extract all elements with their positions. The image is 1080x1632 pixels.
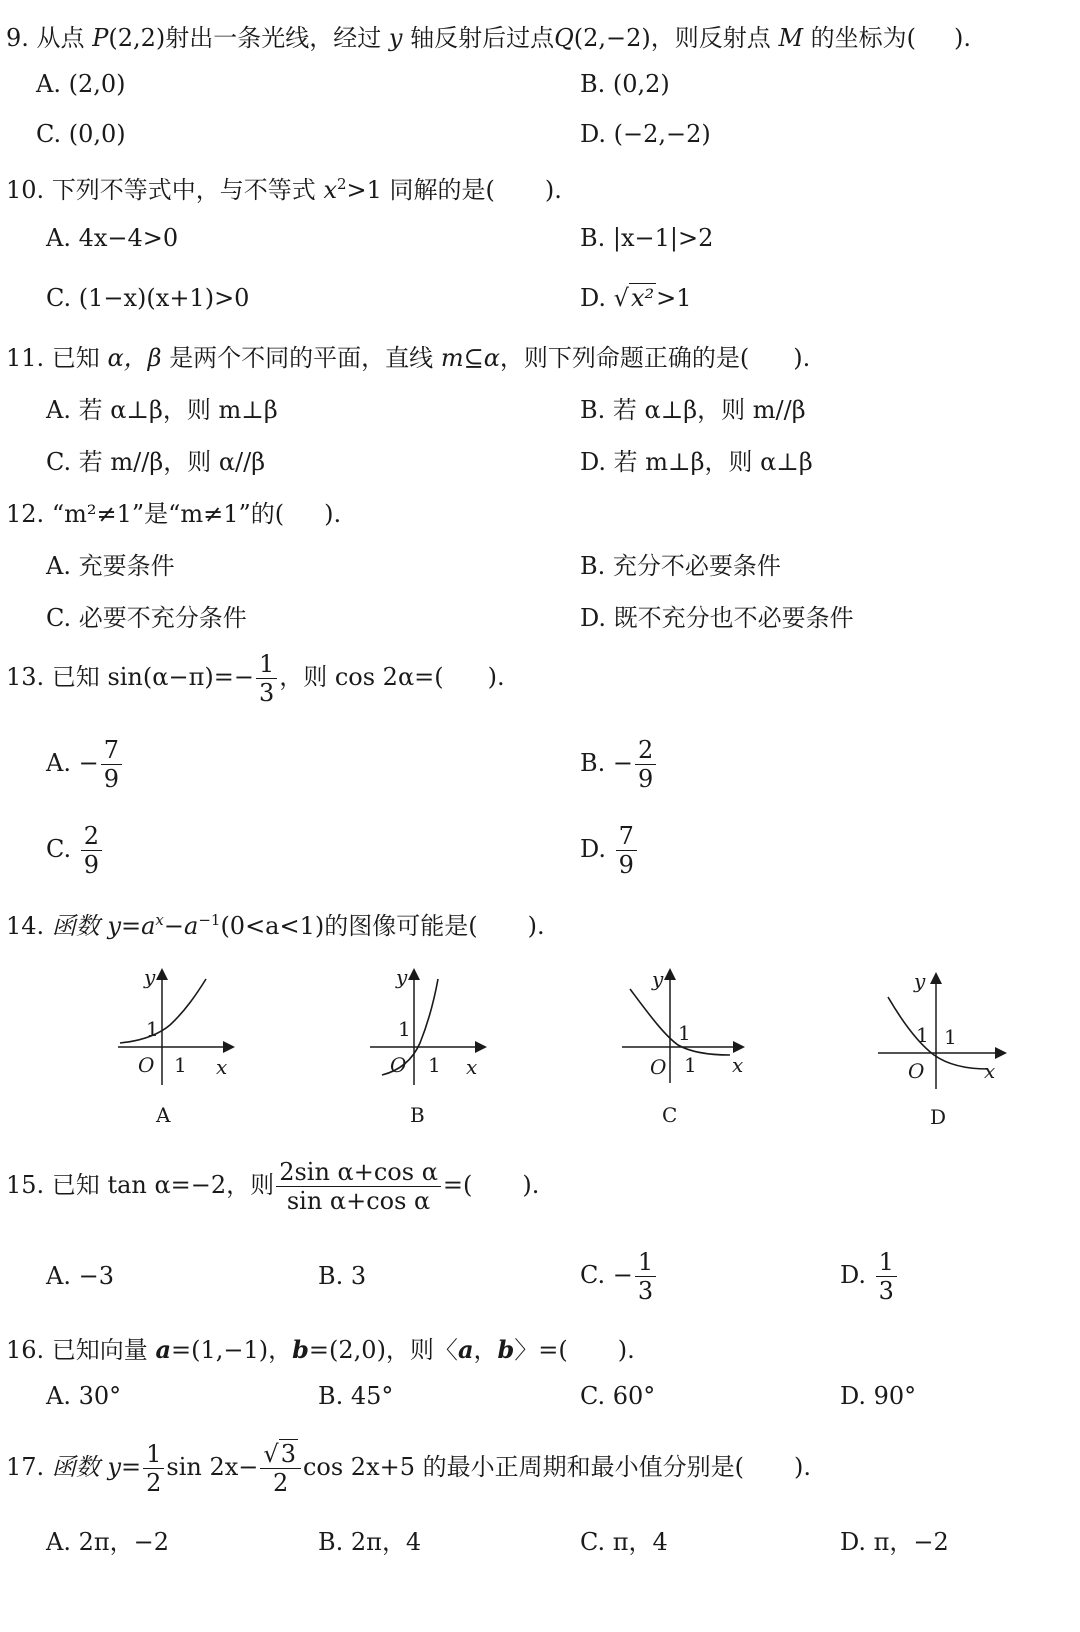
tick-y-label: 1 [916,1023,929,1047]
fraction [260,1440,301,1497]
fraction [256,650,277,707]
question-13 [6,650,505,707]
option-a[interactable] [46,736,124,793]
option-c[interactable]: C. 若 m//β，则 α//β [46,448,266,476]
option-d[interactable]: D. 90° [840,1382,917,1410]
fraction [876,1248,897,1305]
denominator: 9 [83,851,100,879]
question-text: 已知 sin(α−π)=− [51,663,254,691]
origin-label: O [138,1053,155,1077]
origin-label: O [650,1055,667,1079]
question-text: 射出一条光线，经过 [165,24,382,52]
option-a[interactable] [46,1262,114,1290]
numerator: 1 [256,650,277,679]
question-text: ，则下列命题正确的是( [499,344,750,372]
question-text: 已知 tan α=−2，则 [51,1171,275,1199]
option-b[interactable]: B. 充分不必要条件 [580,552,781,580]
radicand: x² [630,284,655,312]
y-label: y [144,965,156,989]
option-label: B. [580,224,606,252]
question-16 [6,1330,635,1365]
sqrt-icon: √ [613,284,629,312]
fraction [635,736,656,793]
radicand: 3 [280,1440,296,1468]
question-text: 函数 y= [51,1453,142,1481]
question-15 [6,1158,539,1215]
vector-a: a [155,1335,172,1364]
numerator [260,1440,301,1469]
tick-x-label: 1 [944,1025,957,1049]
tick-x-label: 1 [174,1053,187,1077]
y-label: y [652,967,664,991]
graph-caption: D [930,1105,947,1129]
fraction [616,822,637,879]
graph-caption: C [662,1103,678,1127]
numerator: 1 [635,1248,656,1277]
question-text: −a [163,912,199,940]
numerator: 7 [616,822,637,851]
variable-x: x [323,176,337,204]
option-a[interactable]: A. 若 α⊥β，则 m⊥β [46,396,278,424]
x-label: x [466,1055,478,1079]
question-text: 是两个不同的平面，直线 [169,344,434,372]
option-label: C. [46,835,72,863]
numerator: 1 [143,1440,164,1469]
option-text: −3 [78,1262,114,1290]
numerator: 2 [635,736,656,765]
option-a[interactable]: A. (2,0) [36,70,126,98]
question-10 [6,170,562,205]
option-d[interactable]: D. π，−2 [840,1528,949,1556]
option-label: C. [580,1261,606,1289]
question-close: ). [324,500,342,528]
question-close: ). [522,1171,540,1199]
option-text: (1−x)(x+1)>0 [78,284,250,312]
option-text: >1 [656,284,692,312]
option-label: A. [46,224,71,252]
option-b[interactable]: B. 45° [318,1382,394,1410]
denominator: 9 [618,851,634,879]
option-label: D. [840,1261,867,1289]
option-text: 3 [350,1262,367,1290]
option-text: 4x−4>0 [78,224,179,252]
option-label: B. [318,1262,344,1290]
question-text: 已知向量 [51,1336,148,1364]
option-c[interactable] [46,284,249,312]
option-b[interactable] [580,224,713,252]
question-text: 的坐标为( [810,24,917,52]
option-c[interactable]: C. π，4 [580,1528,668,1556]
axis-y: y [388,24,403,52]
y-label: y [914,969,926,993]
question-text: 〉=( [514,1336,568,1364]
vector-b: b [497,1335,515,1364]
option-label: D. [580,284,607,312]
question-text: =(1,−1)， [171,1336,293,1364]
question-text: (0<a<1)的图像可能是( [220,912,478,940]
question-number: 16. [6,1336,45,1364]
denominator: sin α+cos α [286,1187,431,1215]
x-label: x [732,1053,744,1077]
graph-a[interactable] [110,965,250,1135]
line-m: m⊆α [440,344,500,372]
question-number: 15. [6,1171,45,1199]
denominator: 9 [638,765,654,793]
question-close: ). [544,176,562,204]
graph-d[interactable] [872,965,1022,1135]
option-text: |x−1|>2 [612,224,714,252]
exponent: x [155,911,164,929]
option-label: A. [46,1262,71,1290]
denominator: 9 [103,765,119,793]
question-text: 函数 y=a [51,912,156,940]
question-text: 从点 [36,24,85,52]
option-b[interactable]: B. 若 α⊥β，则 m//β [580,396,806,424]
planes: α，β [107,344,162,372]
question-close: ). [793,344,811,372]
point-p: P [92,24,109,52]
option-label: C. [46,284,72,312]
question-close: ). [793,1453,811,1481]
option-c[interactable]: C. 必要不充分条件 [46,604,247,632]
vector-a: a [457,1335,474,1364]
question-number: 14. [6,912,45,940]
option-a[interactable]: A. 30° [46,1382,122,1410]
sign: − [612,749,634,777]
curve [120,979,206,1043]
graph-caption: B [410,1103,425,1127]
question-17 [6,1440,811,1497]
question-close: ). [617,1336,635,1364]
point-q: Q [554,24,574,52]
point-m: M [778,24,804,52]
option-d[interactable]: D. (−2,−2) [580,120,711,148]
numerator: 1 [876,1248,897,1277]
origin-label: O [908,1059,925,1083]
y-label: y [396,965,408,989]
option-c[interactable]: C. 60° [580,1382,656,1410]
question-text: ，则反射点 [650,24,771,52]
question-text: =(2,0)，则〈 [308,1336,458,1364]
question-text: sin 2x− [166,1453,259,1481]
option-d[interactable]: D. 若 m⊥β，则 α⊥β [580,448,813,476]
point-p-coord: (2,2) [108,24,166,52]
option-a[interactable]: A. 2π，−2 [46,1528,170,1556]
question-number: 11. [6,344,45,372]
question-text: 下列不等式中，与不等式 [51,176,316,204]
question-number: 17. [6,1453,45,1481]
denominator: 3 [637,1277,654,1305]
fraction [635,1248,656,1305]
question-number: 12. [6,500,45,528]
question-12 [6,494,341,529]
graph-caption: A [156,1103,171,1127]
fraction [101,736,122,793]
question-number: 10. [6,176,45,204]
question-text: =( [442,1171,473,1199]
tick-y-label: 1 [146,1017,159,1041]
option-c[interactable] [580,1248,658,1305]
sign: − [612,1261,633,1289]
graph-b[interactable] [362,965,502,1135]
tick-x-label: 1 [428,1053,441,1077]
comma: ， [473,1336,498,1364]
question-number: 13. [6,663,45,691]
denominator: 3 [258,679,275,707]
sqrt-icon: √ [263,1440,279,1468]
exponent: 2 [337,175,347,193]
numerator: 2sin α+cos α [276,1158,441,1187]
option-b[interactable] [318,1262,366,1290]
question-close: ). [487,663,505,691]
option-a[interactable]: A. 充要条件 [46,552,175,580]
tick-y-label: 1 [398,1017,411,1041]
numerator: 7 [101,736,122,765]
question-number: 9. [6,24,29,52]
origin-label: O [390,1053,407,1077]
question-text: >1 同解的是( [346,176,495,204]
fraction [143,1440,164,1497]
question-close: ). [954,24,972,52]
option-b[interactable]: B. 2π，4 [318,1528,422,1556]
x-label: x [984,1059,996,1083]
option-d[interactable]: D. 既不充分也不必要条件 [580,604,854,632]
question-text: ，则 cos 2α=( [279,663,444,691]
option-d[interactable] [580,284,692,312]
tick-x-label: 1 [684,1053,697,1077]
fraction [81,822,102,879]
x-label: x [216,1055,228,1079]
exponent: −1 [198,911,221,929]
option-b[interactable]: B. (0,2) [580,70,670,98]
numerator: 2 [81,822,102,851]
option-a[interactable] [46,224,178,252]
denominator: 2 [273,1469,289,1497]
option-d[interactable] [580,822,639,879]
tick-y-label: 1 [678,1021,691,1045]
denominator: 2 [146,1469,162,1497]
graph-c[interactable] [612,965,762,1135]
question-9 [6,18,971,53]
fraction [276,1158,441,1215]
vector-b: b [292,1335,309,1364]
sign: − [78,749,99,777]
question-11 [6,338,810,373]
option-c[interactable]: C. (0,0) [36,120,126,148]
option-b[interactable] [580,736,658,793]
point-q-coord: (2,−2) [573,24,651,52]
option-label: A. [46,749,71,777]
option-d[interactable] [840,1248,899,1305]
question-text: “m²≠1”是“m≠1”的( [51,500,285,528]
option-c[interactable] [46,822,104,879]
question-close: ). [527,912,545,940]
denominator: 3 [878,1277,894,1305]
question-14 [6,906,545,941]
option-label: D. [580,835,607,863]
curve [888,997,988,1069]
question-text: 轴反射后过点 [410,24,555,52]
question-text: 已知 [51,344,100,372]
question-text: cos 2x+5 的最小正周期和最小值分别是( [302,1453,744,1481]
option-label: B. [580,749,606,777]
